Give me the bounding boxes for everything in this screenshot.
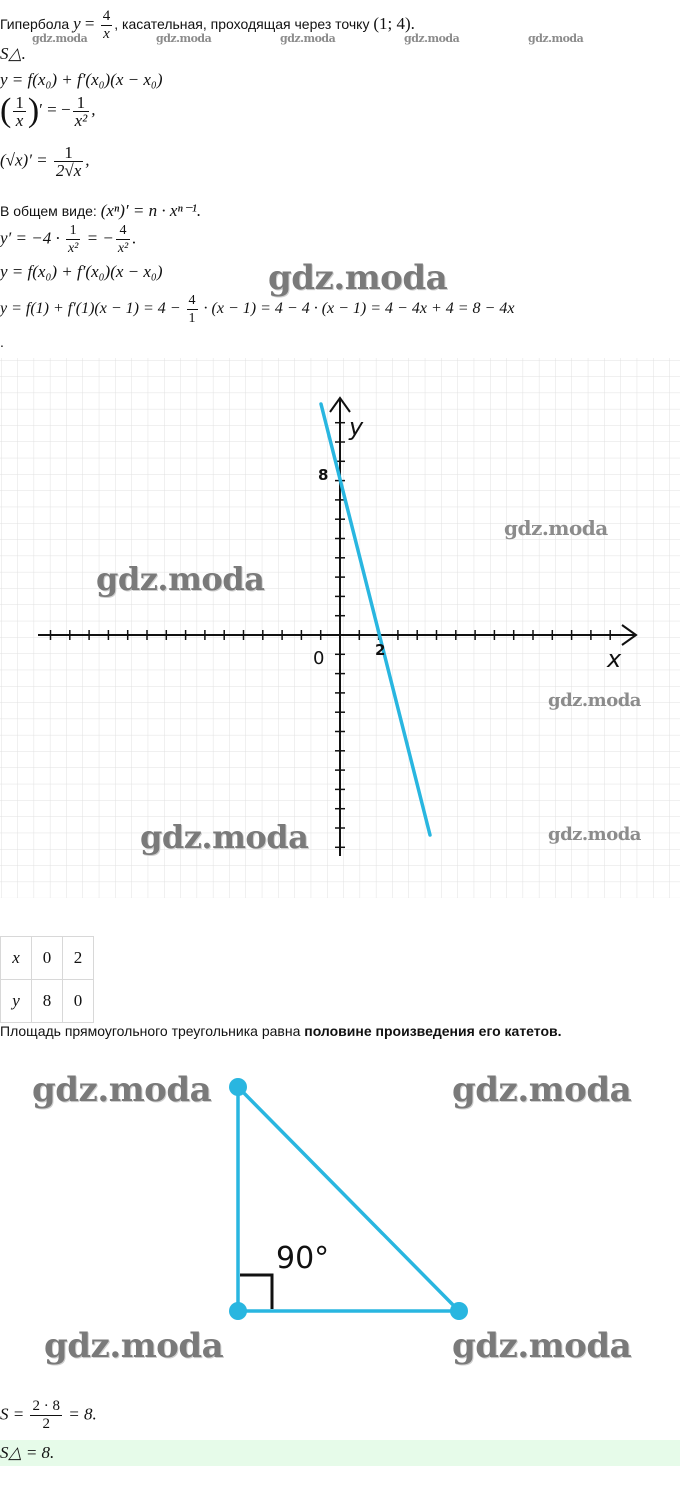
line-derivative-sqrt (0, 144, 90, 179)
fraction-num: 4 (102, 8, 111, 24)
watermark: gdz.moda (528, 32, 584, 45)
fraction-num: 2 · 8 (32, 1398, 60, 1414)
vertex-right-angle (229, 1302, 247, 1320)
fraction-1-over-x (13, 94, 26, 129)
fraction-num: 1 (73, 94, 90, 112)
right-angle-mark (240, 1275, 272, 1309)
general-form-label: В общем виде: (0, 203, 101, 219)
line-derivative-result (0, 222, 137, 257)
fraction-den: 2√x (55, 161, 82, 180)
tangent-trailing-dot: . (0, 334, 4, 350)
watermark: gdz.moda (452, 1326, 632, 1366)
paren-close: ) (27, 92, 40, 129)
comma: , (91, 99, 96, 119)
fraction-4-over-x2 (116, 222, 130, 257)
table-cell: 0 (63, 980, 94, 1023)
math-eq: = (80, 14, 99, 34)
derivative-equals: ′ = − (39, 99, 71, 119)
table-row (1, 937, 94, 980)
table-row (1, 980, 94, 1023)
deriv-left: y′ = −4 · (0, 228, 64, 248)
area-rule (0, 1023, 562, 1039)
area-computation (0, 1398, 97, 1433)
watermark: gdz.moda (32, 32, 88, 45)
value-table (0, 936, 94, 1023)
line-derivative-1-over-x (0, 92, 95, 130)
fraction-1-over-x2 (66, 222, 80, 257)
area-rule-plain: Площадь прямоугольного треугольника равна (0, 1023, 305, 1039)
fraction-den: 2 (42, 1416, 50, 1432)
line-s-triangle: S△. (0, 44, 26, 63)
table-cell: 8 (32, 980, 63, 1023)
watermark: gdz.moda (268, 258, 448, 298)
comma: , (85, 150, 90, 170)
fraction-num: 1 (66, 222, 80, 240)
tangent-left: y = f(1) + f′(1)(x − 1) = 4 − (0, 300, 185, 318)
watermark: gdz.moda (156, 32, 212, 45)
tangent-graph (0, 358, 680, 898)
area-rule-end: . (557, 1023, 562, 1039)
tangent-right: · (x − 1) = 4 − 4 · (x − 1) = 4 − 4x + 4 = 8 − 4x (199, 300, 515, 318)
fraction-den: x² (74, 110, 88, 130)
deriv-equals: = − (82, 228, 114, 248)
text-tangent-desc: , касательная, проходящая через точку (114, 16, 374, 33)
vertex-top (229, 1078, 247, 1096)
fraction-2x8-over-2 (30, 1398, 62, 1433)
area-left: S = (0, 1404, 29, 1424)
table-cell: x (1, 937, 32, 980)
watermark: gdz.moda (504, 516, 608, 540)
fraction-4-over-1 (187, 292, 198, 327)
angle-label: 90° (276, 1241, 330, 1276)
watermark: gdz.moda (140, 818, 309, 856)
table-cell: y (1, 980, 32, 1023)
fraction-num: 1 (54, 144, 83, 162)
power-rule: (xⁿ)′ = n · xⁿ⁻¹. (100, 201, 202, 220)
watermark: gdz.moda (280, 32, 336, 45)
fraction-den: x² (117, 241, 129, 256)
table-cell: 0 (32, 937, 63, 980)
origin-label: 0 (313, 648, 325, 669)
paren-open: ( (0, 92, 12, 129)
area-right: = 8. (63, 1404, 97, 1424)
answer-text: S△ = 8. (0, 1443, 55, 1462)
vertex-right (450, 1302, 468, 1320)
fraction-1-over-x2 (73, 94, 90, 129)
answer-box (0, 1440, 680, 1466)
y-tick-label-8: 8 (318, 466, 329, 484)
fraction-1-over-2sqrtx (54, 144, 83, 179)
fraction-num: 4 (188, 293, 196, 308)
y-axis-label: y (349, 413, 364, 441)
text-hyperbola-label: Гипербола (0, 16, 74, 33)
watermark: gdz.moda (452, 1070, 632, 1110)
line-general-form (0, 201, 201, 221)
line-tangent-formula-2: y = f(x₀) + f′(x₀)(x − x₀) (0, 262, 163, 281)
watermark: gdz.moda (404, 32, 460, 45)
fraction-num: 4 (116, 222, 130, 240)
fraction-den: 1 (188, 311, 196, 326)
x-tick-label-2: 2 (375, 641, 386, 659)
fraction-num: 1 (15, 92, 24, 112)
watermark: gdz.moda (548, 824, 641, 845)
line-tangent-formula: y = f(x₀) + f′(x₀)(x − x₀) (0, 70, 163, 89)
period: . (132, 228, 137, 248)
x-axis-label: x (607, 645, 622, 673)
fraction-4-over-x (101, 8, 113, 43)
fraction-den: x (15, 110, 24, 130)
fraction-den: x (103, 26, 110, 42)
watermark: gdz.moda (548, 690, 641, 711)
fraction-den: x² (67, 241, 79, 256)
math-point: (1; 4). (373, 14, 415, 34)
sqrt-derivative-left: (√x)′ = (0, 150, 52, 170)
table-cell: 2 (63, 937, 94, 980)
watermark: gdz.moda (96, 560, 265, 598)
math-y: y (73, 14, 81, 34)
area-rule-bold: половине произведения его катетов (304, 1023, 558, 1039)
watermark: gdz.moda (32, 1070, 212, 1110)
watermark: gdz.moda (44, 1326, 224, 1366)
